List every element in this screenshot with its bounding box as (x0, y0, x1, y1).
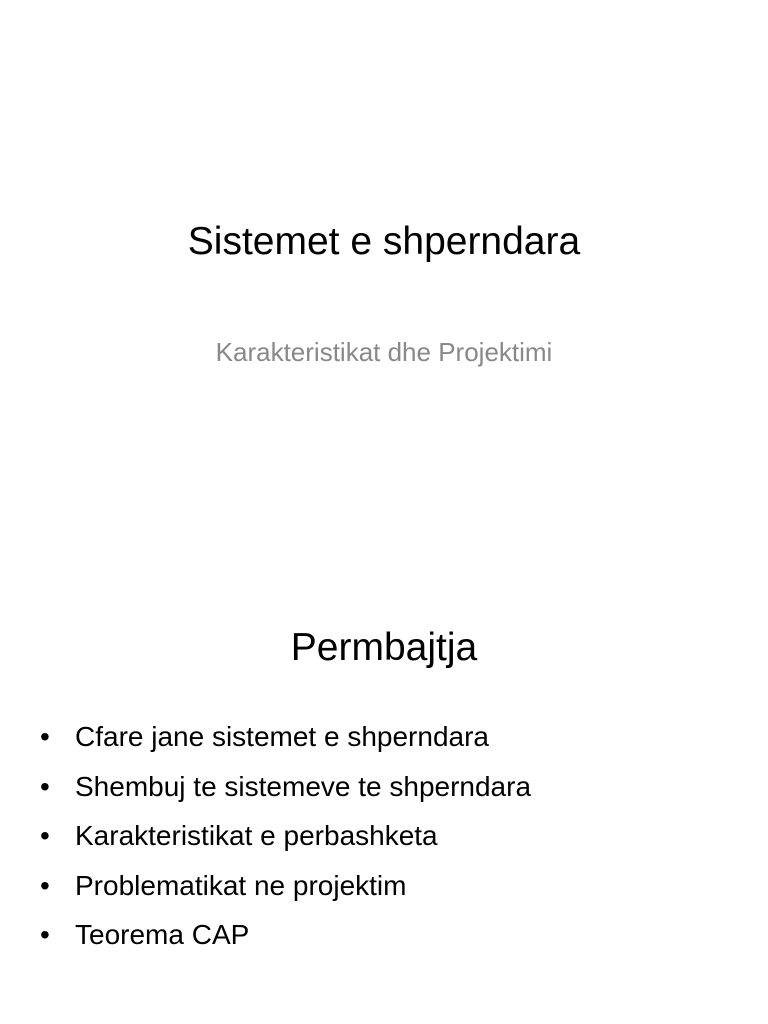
bullet-icon: • (40, 770, 50, 802)
list-item-text: Problematikat ne projektim (75, 869, 407, 901)
list-item (40, 910, 531, 960)
bullet-icon: • (40, 919, 50, 950)
list-item-text: Shembuj te sistemeve te shperndara (75, 770, 532, 802)
list-item-text: Karakteristikat e perbashketa (75, 820, 438, 851)
bullet-icon: • (40, 721, 50, 752)
slide-subtitle: Karakteristikat dhe Projektimi (215, 337, 553, 367)
bullet-icon: • (40, 869, 50, 901)
list-item (40, 762, 531, 812)
contents-list (40, 712, 531, 960)
contents-heading: Permbajtja (290, 626, 478, 669)
list-item (40, 861, 531, 911)
bullet-icon: • (40, 820, 50, 851)
slide-contents (0, 512, 768, 1024)
list-item (40, 712, 531, 762)
list-item-text: Cfare jane sistemet e shperndara (75, 721, 489, 752)
list-item (40, 811, 531, 861)
list-item-text: Teorema CAP (75, 919, 250, 950)
slide-title-heading: Sistemet e shperndara (187, 220, 581, 263)
